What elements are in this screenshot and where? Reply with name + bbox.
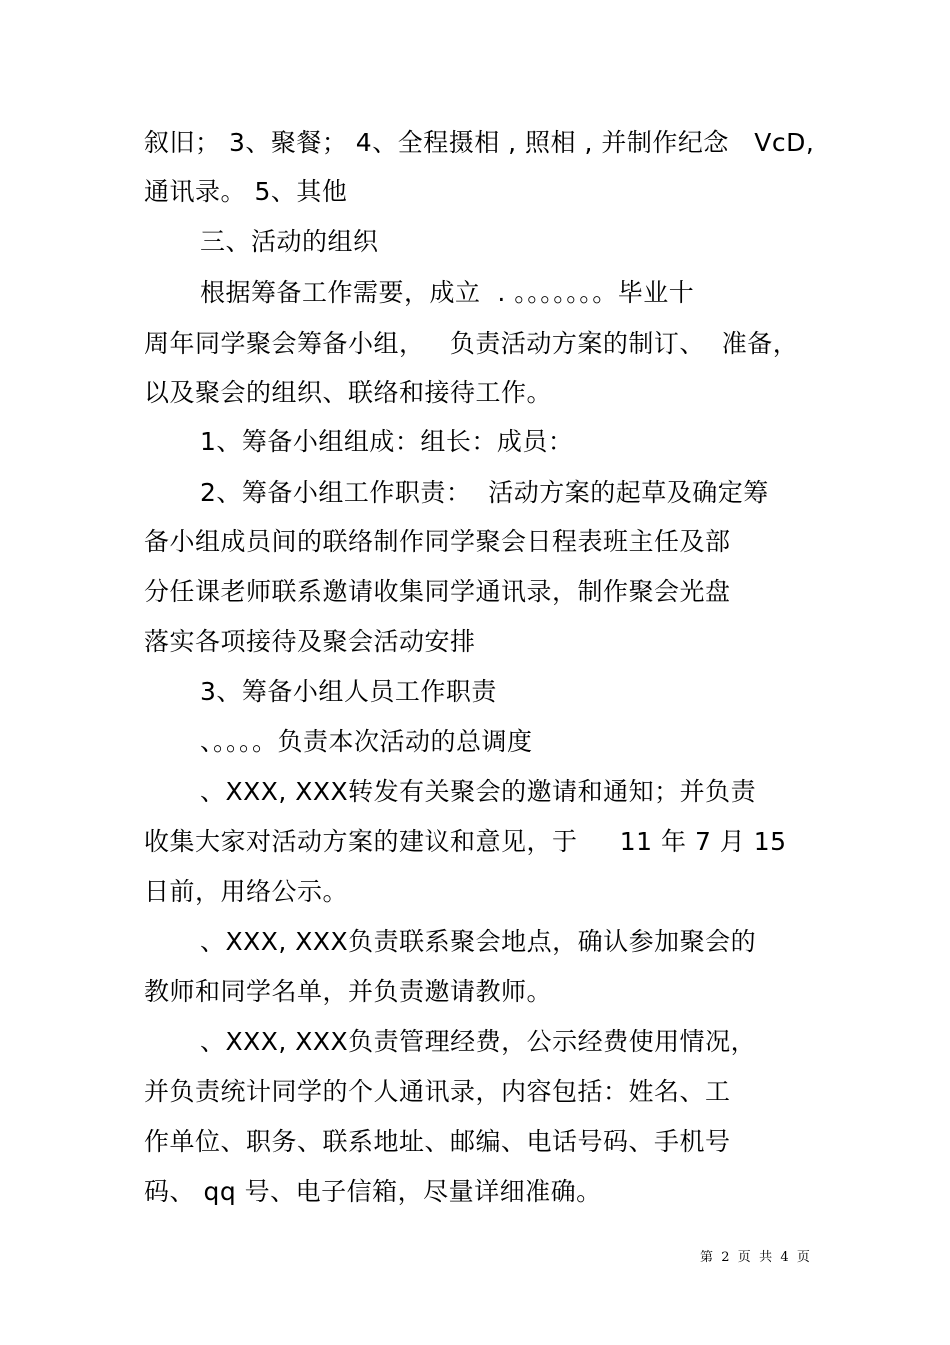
text-line: 落实各项接待及聚会活动安排 xyxy=(144,627,476,656)
text-line: 、XXX, XXX转发有关聚会的邀请和通知；并负责 xyxy=(200,777,757,806)
text-line: 通讯录。 5、其他 xyxy=(144,177,348,206)
text-line: 备小组成员间的联络制作同学聚会日程表班主任及部 xyxy=(144,527,731,556)
text-line: 码、 qq 号、电子信箱，尽量详细准确。 xyxy=(144,1177,602,1206)
text-line: 、XXX, XXX负责联系聚会地点，确认参加聚会的 xyxy=(200,927,757,956)
text-line: 日前，用络公示。 xyxy=(144,877,349,906)
text-line: 周年同学聚会筹备小组， 负责活动方案的制订、 准备， xyxy=(144,329,799,358)
text-line: 并负责统计同学的个人通讯录，内容包括：姓名、工 xyxy=(144,1077,731,1106)
section-heading: 三、活动的组织 xyxy=(200,227,379,256)
text-line: 作单位、职务、联系地址、邮编、电话号码、手机号 xyxy=(144,1127,731,1156)
list-item: 1、筹备小组组成：组长：成员： xyxy=(200,427,574,456)
text-line: 教师和同学名单，并负责邀请教师。 xyxy=(144,977,553,1006)
text-line: 分任课老师联系邀请收集同学通讯录，制作聚会光盘 xyxy=(144,577,731,606)
text-line: 、XXX, XXX负责管理经费，公示经费使用情况， xyxy=(200,1027,757,1056)
text-line: 收集大家对活动方案的建议和意见，于 11 年 7 月 15 xyxy=(144,827,787,856)
text-line: 根据筹备工作需要，成立 . 。。。。。。。毕业十 xyxy=(200,278,695,307)
text-line: 叙旧； 3、聚餐； 4、全程摄相 , 照相 , 并制作纪念 VcD, xyxy=(144,128,815,157)
text-line: 、。。。。负责本次活动的总调度 xyxy=(200,727,533,756)
list-item: 3、筹备小组人员工作职责 xyxy=(200,677,497,706)
text-line: 以及聚会的组织、联络和接待工作。 xyxy=(144,378,553,407)
list-item: 2、筹备小组工作职责： 活动方案的起草及确定筹 xyxy=(200,478,769,507)
page-number-footer: 第 2 页 共 4 页 xyxy=(700,1250,810,1265)
